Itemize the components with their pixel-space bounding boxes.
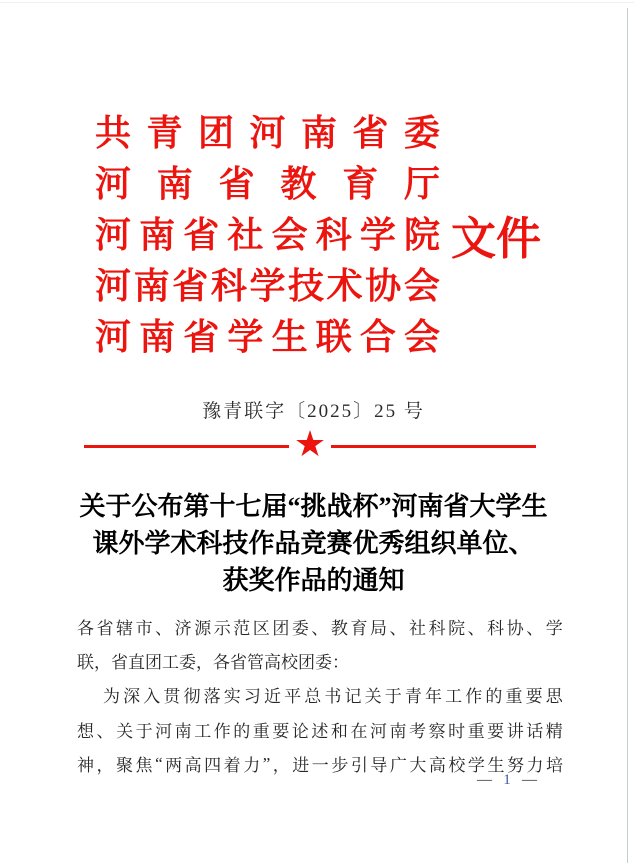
title-line-2: 课外学术科技作品竞赛优秀组织单位、 [92,529,535,558]
org-line-3: 河 南 省 社 会 科 学 院 [95,215,440,255]
page-number [477,771,537,789]
page-number-dash-left: — [477,771,492,788]
divider-line-left [84,445,289,448]
org-line-1: 共 青 团 河 南 省 委 [95,113,440,153]
doc-type-label: 文件 [451,213,542,264]
body-line: 神 ， 聚 焦 “ 两 高 四 着 力 ” ， 进 一 步 引 导 广 大 高 校 学 生 努 力 培 [77,753,563,776]
page-top-edge [0,2,634,3]
body-line: 各 省 辖 市 、 济 源 示 范 区 团 委 、 教 育 局 、 社 科 院 、 科 协 、 学 [77,618,563,638]
page-number-value: 1 [503,771,511,788]
body-line: 想 、 关 于 河 南 工 作 的 重 要 论 述 和 在 河 南 考 察 时 重 要 讲 话 精 [77,721,563,741]
star-icon: ★ [293,424,327,464]
paragraph-intro [77,678,563,781]
page-right-edge [627,8,628,863]
page-number-dash-right: — [522,771,537,788]
title-line-3: 获奖作品的通知 [222,566,405,595]
red-letterhead [95,108,542,363]
document-number: 豫青联字〔2025〕25 号 [202,401,425,422]
body-line: 为 深 入 贯 彻 落 实 习 近 平 总 书 记 关 于 青 年 工 作 的 重 要 思 [103,687,563,707]
red-divider [84,424,536,464]
paragraph-recipients [77,609,563,678]
title-line-1: 关于公布第十七届“挑战杯”河南省大学生 [79,492,548,521]
divider-line-right [331,445,536,448]
org-line-5: 河 南 省 学 生 联 合 会 [95,317,440,357]
document-title [65,488,562,599]
org-line-4: 河 南 省 科 学 技 术 协 会 [95,266,440,306]
document-body [77,609,563,781]
body-line: 联 ， 省 直 团 工 委 ， 各 省 管 高 校 团 委 ： [77,653,349,673]
org-line-2: 河 南 省 教 育 厅 [95,164,440,204]
org-row-3 [95,210,542,264]
